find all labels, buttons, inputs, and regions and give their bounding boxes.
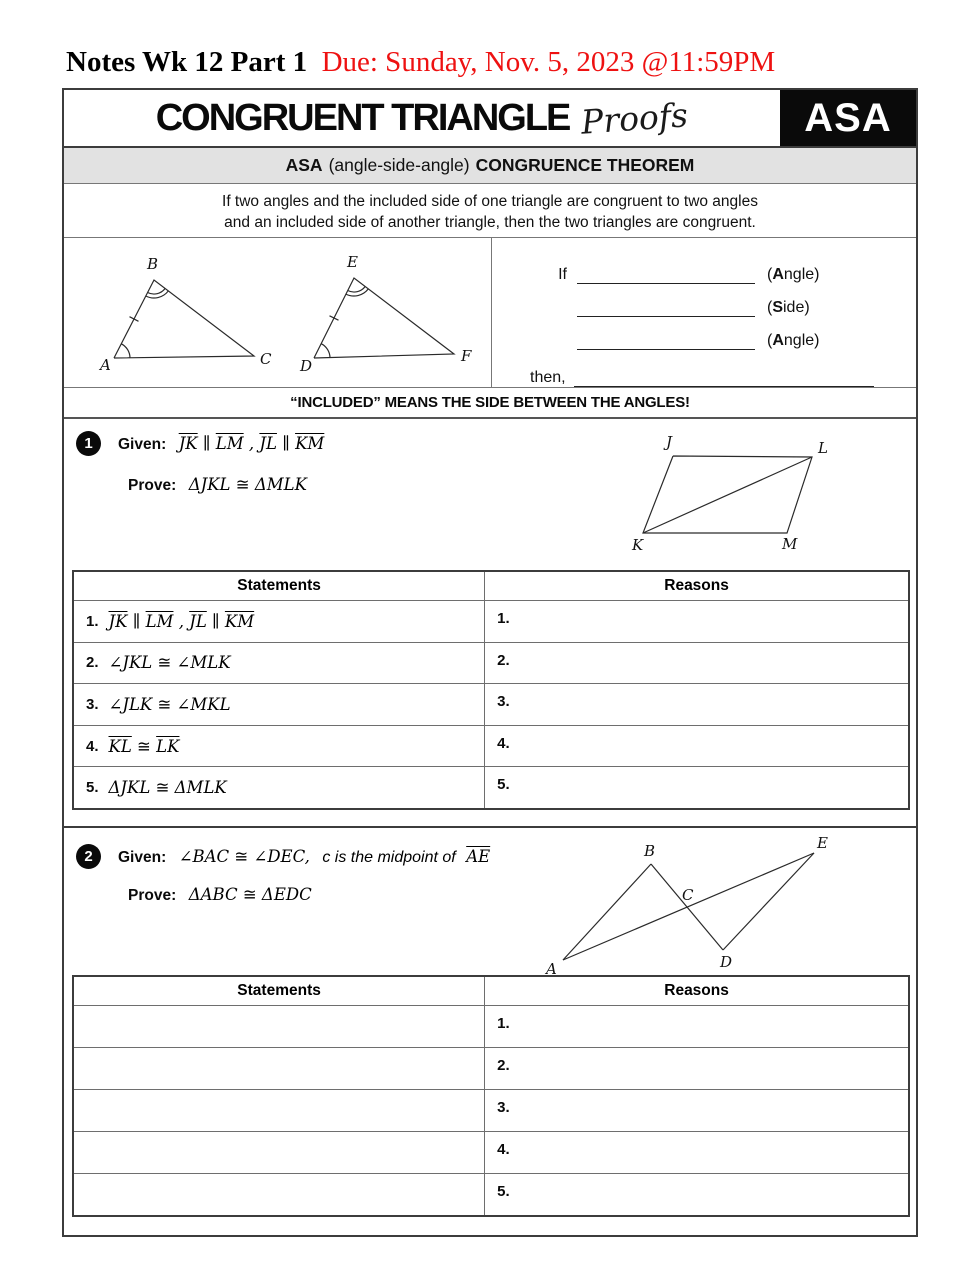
if-label: If (558, 266, 567, 283)
fill-in-side (492, 284, 916, 317)
proof-table-2 (72, 975, 910, 1217)
worksheet-frame (62, 88, 918, 1237)
parallelogram-diagram (610, 427, 910, 562)
given-math: $\overline{JK}$ ∥ $\overline{LM}$ , $\overline{JL}$ ∥ $\overline{KM}$ (178, 434, 325, 453)
statements-header: Statements (74, 572, 485, 600)
given-midpoint-text: c is the midpoint of (322, 849, 456, 866)
reasons-header: Reasons (664, 982, 729, 999)
angle-arc-a (121, 344, 130, 358)
statement-cell-1[interactable] (74, 1006, 485, 1047)
fill-in-angle-2 (492, 317, 916, 350)
theorem-line-2: and an included side of another triangle, then the two triangles are congruent. (224, 214, 756, 231)
table-row (74, 600, 908, 642)
vertex-label-k: K (632, 536, 644, 554)
included-note: “INCLUDED” MEANS THE SIDE BETWEEN THE ANGLES! (64, 388, 916, 419)
title-banner (64, 90, 916, 148)
problem-2-prove (128, 885, 312, 905)
segment-ae (563, 853, 814, 960)
table-row (74, 766, 908, 808)
reason-cell-3[interactable]: 3. (497, 1099, 510, 1116)
banner-title: CONGRUENT TRIANGLE (155, 96, 570, 139)
then-label: then, (530, 369, 566, 386)
table-row (74, 725, 908, 767)
segment-ab (563, 864, 651, 960)
theorem-heading (64, 148, 916, 184)
page-header (66, 46, 775, 79)
statement-cell-2[interactable] (74, 1048, 485, 1089)
given-math: ∠BAC ≅ ∠DEC, (178, 847, 310, 866)
given-label: Given: (118, 849, 167, 866)
statement-cell-4[interactable] (74, 1132, 485, 1173)
blank-angle-1[interactable] (577, 264, 755, 284)
due-date: Due: Sunday, Nov. 5, 2023 @11:59PM (321, 46, 776, 78)
bowtie-diagram (534, 832, 920, 975)
vertex-label-m: M (782, 535, 798, 553)
angle-label-1: (Angle) (767, 266, 820, 283)
banner-script-word: Proofs (580, 94, 690, 142)
problem-1 (64, 419, 916, 828)
prove-label: Prove: (128, 477, 177, 494)
angle-arc-b-inner (148, 288, 166, 294)
vertex-label-j: J (666, 433, 673, 451)
table-row (74, 1047, 908, 1089)
fill-in-angle-1 (492, 251, 916, 284)
blank-side[interactable] (577, 297, 755, 317)
prove-math: ΔABC ≅ ΔEDC (188, 885, 312, 904)
vertex-label-b: B (644, 842, 656, 860)
problem-2 (64, 828, 916, 1235)
reason-cell-5[interactable]: 5. (497, 1183, 510, 1200)
angle-label-2: (Angle) (767, 332, 820, 349)
reason-cell-3[interactable]: 3. (497, 693, 510, 711)
asa-badge-label: ASA (804, 95, 892, 140)
notes-title: Notes Wk 12 Part 1 (66, 46, 308, 78)
problem-1-number: 1 (76, 431, 101, 456)
statement-cell-2: 2. ∠JKL ≅ ∠MLK (74, 643, 485, 684)
vertex-label-c: C (682, 886, 694, 904)
reason-cell-2[interactable]: 2. (497, 651, 510, 669)
reason-cell-1[interactable]: 1. (497, 610, 510, 627)
vertex-label-e: E (347, 253, 358, 271)
vertex-label-d: D (720, 953, 733, 971)
blank-then[interactable] (574, 367, 874, 387)
table-header-row (74, 572, 908, 600)
problem-1-prove (128, 475, 307, 495)
theorem-line-1: If two angles and the included side of one triangle are congruent to two angles (222, 193, 758, 210)
angle-arc-e-inner (348, 287, 366, 293)
prove-math: ΔJKL ≅ ΔMLK (188, 475, 307, 494)
reason-cell-2[interactable]: 2. (497, 1057, 510, 1074)
prove-label: Prove: (128, 887, 177, 904)
table-header-row (74, 977, 908, 1005)
given-math-2: $\overline{AE}$ (466, 847, 491, 866)
reason-cell-5[interactable]: 5. (497, 776, 510, 794)
banner-title-group (64, 90, 780, 146)
problem-2-given (118, 847, 490, 867)
fill-in-then (492, 350, 916, 387)
asa-badge (780, 90, 916, 146)
tick-ab (130, 317, 139, 322)
problem-1-given (118, 434, 324, 454)
statement-cell-4: 4. $\overline{KL}$ ≅ $\overline{LK}$ (74, 726, 485, 767)
table-row (74, 642, 908, 684)
angle-arc-e-outer (346, 289, 368, 296)
reason-cell-4[interactable]: 4. (497, 734, 510, 752)
angle-arc-d (321, 344, 330, 358)
theorem-heading-mid: (angle-side-angle) (328, 155, 470, 175)
reason-cell-4[interactable]: 4. (497, 1141, 510, 1158)
vertex-label-a: A (100, 356, 111, 374)
statements-header: Statements (74, 977, 485, 1005)
vertex-label-c: C (260, 350, 272, 368)
triangles-svg (64, 238, 492, 388)
reason-cell-1[interactable]: 1. (497, 1015, 510, 1032)
vertex-label-d: D (300, 357, 313, 375)
statement-cell-5[interactable] (74, 1174, 485, 1215)
blank-angle-2[interactable] (577, 330, 755, 350)
theorem-body (64, 184, 916, 238)
tick-de (330, 316, 339, 320)
vertex-label-e: E (817, 834, 828, 852)
statement-cell-5: 5. ΔJKL ≅ ΔMLK (74, 767, 485, 808)
reasons-header: Reasons (664, 577, 729, 594)
table-row (74, 1131, 908, 1173)
statement-cell-3[interactable] (74, 1090, 485, 1131)
segment-ed (723, 853, 814, 950)
theorem-heading-bold: CONGRUENCE THEOREM (475, 155, 695, 175)
table-row (74, 1089, 908, 1131)
problem-2-number: 2 (76, 844, 101, 869)
vertex-label-b: B (147, 255, 159, 273)
vertex-label-f: F (461, 347, 472, 365)
statement-cell-3: 3. ∠JLK ≅ ∠MKL (74, 684, 485, 725)
triangle-diagrams (64, 238, 492, 387)
table-row (74, 1173, 908, 1215)
fill-in-panel (492, 238, 916, 387)
angle-arc-b-outer (146, 291, 169, 298)
theorem-diagram-row (64, 238, 916, 388)
statement-cell-1: 1. $\overline{JK}$ ∥ $\overline{LM}$ , $\overline{JL}$ ∥ $\overline{KM}$ (74, 601, 485, 642)
table-row (74, 1005, 908, 1047)
vertex-label-a: A (546, 960, 557, 975)
side-label: (Side) (767, 299, 810, 316)
theorem-heading-asa: ASA (285, 155, 323, 175)
table-row (74, 683, 908, 725)
proof-table-1 (72, 570, 910, 810)
given-label: Given: (118, 436, 167, 453)
vertex-label-l: L (818, 439, 828, 457)
